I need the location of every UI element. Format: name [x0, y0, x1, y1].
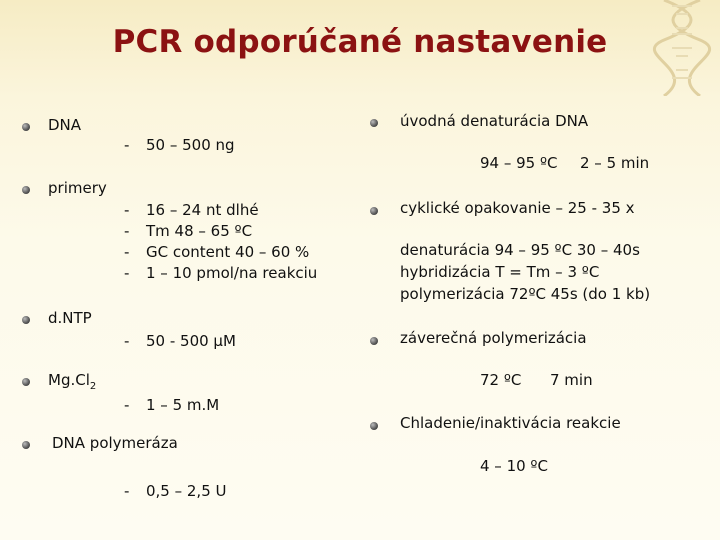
polymerase-value: - 0,5 – 2,5 U	[124, 482, 227, 500]
bullet-icon	[22, 316, 30, 324]
bullet-icon	[22, 378, 30, 386]
primer-conc: - 1 – 10 pmol/na reakciu	[124, 264, 318, 282]
bullet-icon	[370, 119, 378, 127]
initial-denaturation-label: úvodná denaturácia DNA	[400, 112, 589, 130]
mgcl-label: $Mg.Cl_2$	[48, 371, 97, 392]
polymerase-label: DNA polymeráza	[52, 434, 178, 452]
bullet-icon	[22, 441, 30, 449]
cycling-label: cyklické opakovanie – 25 - 35 x	[400, 199, 635, 217]
cooling-temp: 4 – 10 ºC	[480, 457, 548, 475]
bullet-icon	[370, 422, 378, 430]
dntp-label: d.NTP	[48, 309, 92, 327]
bullet-icon	[370, 207, 378, 215]
bullet-icon	[22, 123, 30, 131]
primer-gc: - GC content 40 – 60 %	[124, 243, 310, 261]
dna-value: - 50 – 500 ng	[124, 136, 235, 154]
final-polymerization-time: 7 min	[550, 371, 593, 389]
mgcl-value: - 1 – 5 m.M	[124, 396, 220, 414]
bullet-icon	[370, 337, 378, 345]
primers-label: primery	[48, 179, 107, 197]
initial-denaturation-temp: 94 – 95 ºC	[480, 154, 558, 172]
bullet-icon	[22, 186, 30, 194]
primer-length: - 16 – 24 nt dlhé	[124, 201, 259, 219]
primer-tm: - Tm 48 – 65 ºC	[124, 222, 253, 240]
dna-helix-logo	[650, 0, 714, 96]
page-title: PCR odporúčané nastavenie	[112, 24, 608, 60]
cycling-hybridization: hybridizácia T = Tm – 3 ºC	[400, 263, 600, 281]
initial-denaturation-time: 2 – 5 min	[580, 154, 650, 172]
dna-label: DNA	[48, 116, 82, 134]
final-polymerization-label: záverečná polymerizácia	[400, 329, 587, 347]
cycling-denaturation: denaturácia 94 – 95 ºC 30 – 40s	[400, 241, 640, 259]
cycling-polymerization: polymerizácia 72ºC 45s (do 1 kb)	[400, 285, 651, 303]
final-polymerization-temp: 72 ºC	[480, 371, 522, 389]
dntp-value: - 50 - 500 µM	[124, 332, 236, 350]
cooling-label: Chladenie/inaktivácia reakcie	[400, 414, 621, 432]
